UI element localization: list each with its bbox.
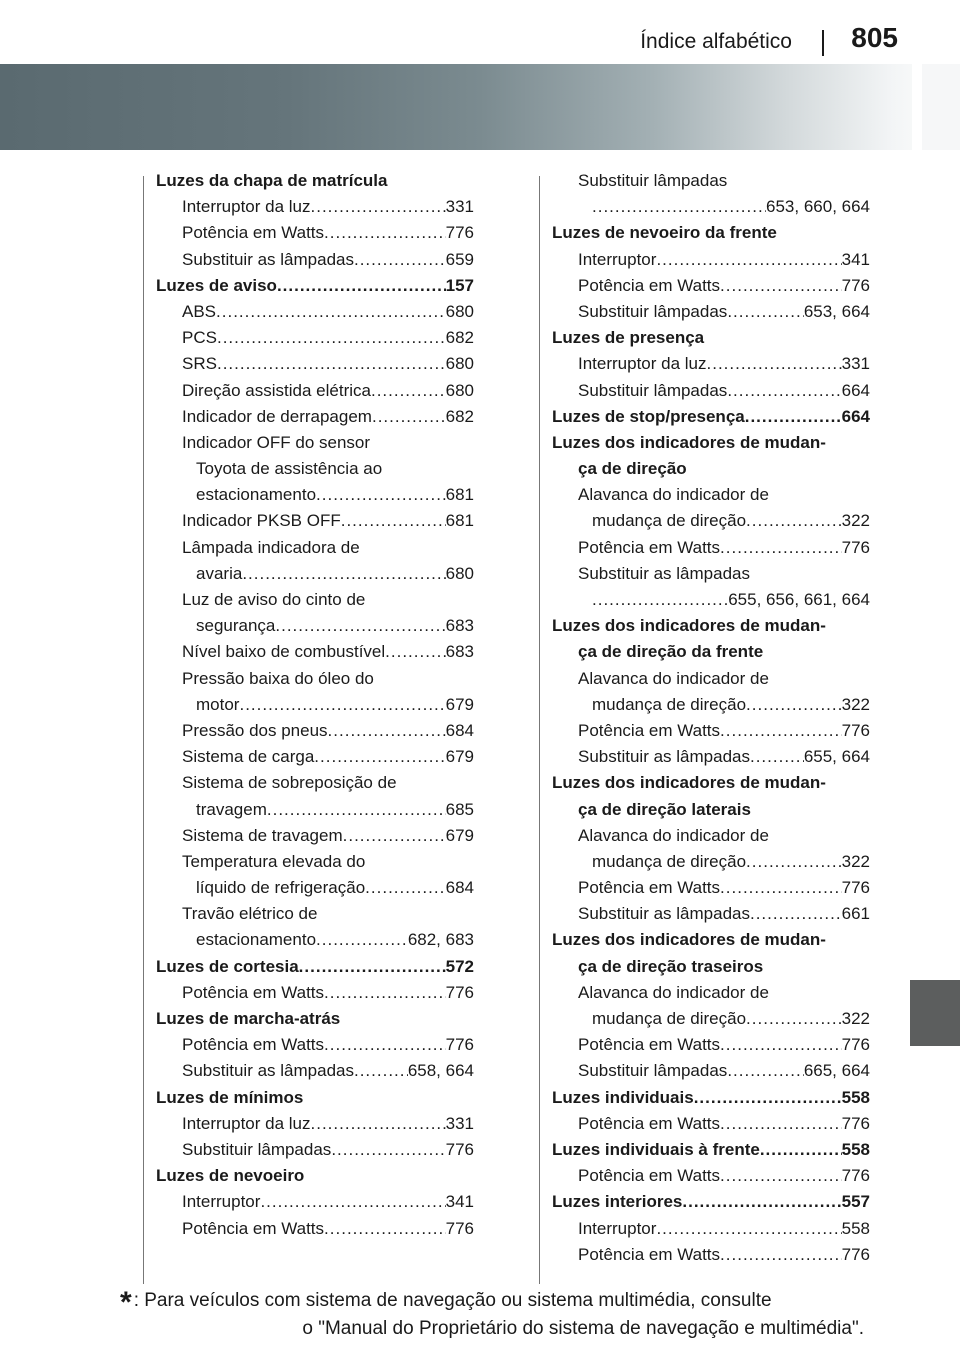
page-reference: 776 (841, 1166, 870, 1186)
index-entry (552, 718, 870, 744)
dot-leader (746, 692, 842, 718)
index-entry (156, 1032, 474, 1058)
entry-label: Potência em Watts (578, 275, 721, 295)
entry-label: Direção assistida elétrica (182, 380, 371, 400)
index-entry (552, 1085, 870, 1111)
entry-label: Luzes interiores (552, 1192, 683, 1212)
dot-leader (324, 1032, 446, 1058)
page-reference: 682 (445, 406, 474, 426)
entry-label: Potência em Watts (578, 537, 721, 557)
page-reference: 658, 664 (407, 1061, 474, 1081)
index-entry (552, 1006, 870, 1032)
entry-label: Luzes de aviso (156, 275, 277, 295)
dot-leader (275, 613, 445, 639)
index-entry (156, 404, 474, 430)
index-entry (156, 325, 474, 351)
dot-leader (720, 875, 842, 901)
index-entry: Luz de aviso do cinto de (182, 590, 366, 609)
index-entry: Luzes dos indicadores de mudan- (552, 773, 826, 793)
page-reference: 776 (445, 982, 474, 1002)
dot-leader (720, 535, 842, 561)
entry-label: PCS (182, 328, 217, 348)
page-reference: 679 (445, 747, 474, 767)
entry-label: Substituir lâmpadas (578, 1061, 728, 1081)
entry-label: Substituir as lâmpadas (578, 747, 750, 767)
index-entry: ça de direção da frente (578, 642, 764, 662)
section-title: Índice alfabético (640, 30, 792, 53)
dot-leader (277, 273, 446, 299)
dot-leader (694, 1085, 842, 1111)
page-number: 805 (851, 22, 898, 53)
dot-leader (727, 378, 841, 404)
index-entry: Alavanca do indicador de (578, 668, 769, 688)
index-entry: Luzes de nevoeiro (156, 1166, 305, 1186)
index-entry (552, 1058, 870, 1084)
index-entry (156, 823, 474, 849)
dot-leader (267, 797, 446, 823)
index-entry: Pressão baixa do óleo do (182, 668, 374, 688)
entry-label: estacionamento (196, 930, 317, 950)
page-reference: 776 (841, 720, 870, 740)
dot-leader (314, 744, 445, 770)
page-reference: 679 (445, 825, 474, 845)
page-reference: 331 (841, 354, 870, 374)
index-entry (156, 1058, 474, 1084)
dot-leader (260, 1189, 445, 1215)
page-reference: 681 (445, 485, 474, 505)
dot-leader (217, 325, 446, 351)
index-entry (552, 875, 870, 901)
entry-label: Luzes de stop/presença (552, 406, 745, 426)
entry-label: Indicador de derrapagem (182, 406, 372, 426)
index-entry (156, 220, 474, 246)
index-entry (156, 692, 474, 718)
index-entry (156, 954, 474, 980)
middle-column-rule (539, 176, 540, 1284)
page-reference: 776 (841, 275, 870, 295)
dot-leader (720, 273, 842, 299)
entry-label: Substituir lâmpadas (578, 380, 728, 400)
index-entry: Indicador OFF do sensor (182, 432, 371, 452)
index-entry: Alavanca do indicador de (578, 825, 769, 845)
index-entry (552, 351, 870, 377)
entry-label: Potência em Watts (182, 982, 325, 1002)
dot-leader (656, 1216, 841, 1242)
page-reference: 684 (445, 878, 474, 898)
index-entry: Alavanca do indicador de (578, 485, 769, 505)
page-reference: 680 (445, 354, 474, 374)
entry-label: mudança de direção (592, 694, 747, 714)
index-entry (156, 1137, 474, 1163)
index-entry: Sistema de sobreposição de (182, 773, 397, 793)
dot-leader (371, 378, 446, 404)
index-entry (156, 378, 474, 404)
page-reference: 680 (445, 380, 474, 400)
dot-leader (592, 587, 728, 613)
entry-label: Potência em Watts (578, 1166, 721, 1186)
dot-leader (707, 351, 842, 377)
index-entry (552, 587, 870, 613)
entry-label: Potência em Watts (578, 1113, 721, 1133)
index-entry (552, 901, 870, 927)
index-entry (552, 535, 870, 561)
entry-label: Substituir as lâmpadas (578, 904, 750, 924)
chapter-thumb-tab (910, 980, 960, 1046)
index-entry (156, 613, 474, 639)
index-entry (552, 1163, 870, 1189)
index-entry: ça de direção (578, 459, 687, 479)
page-reference: 558 (841, 1087, 870, 1107)
dot-leader (343, 823, 446, 849)
dot-leader (324, 1216, 446, 1242)
index-entry: Lâmpada indicadora de (182, 537, 360, 557)
banner-tail (922, 64, 960, 150)
index-entry (156, 482, 474, 508)
index-entry (552, 194, 870, 220)
entry-label: ABS (182, 301, 217, 321)
index-entry: Luzes dos indicadores de mudan- (552, 432, 826, 452)
index-entry: Luzes de presença (552, 328, 705, 348)
page-reference: 679 (445, 694, 474, 714)
dot-leader (720, 1242, 842, 1268)
index-entry (552, 273, 870, 299)
entry-label: Indicador PKSB OFF (182, 511, 341, 531)
entry-label: SRS (182, 354, 217, 374)
dot-leader (311, 1111, 446, 1137)
page-reference: 322 (841, 851, 870, 871)
dot-leader (324, 980, 446, 1006)
index-entry (156, 508, 474, 534)
page-reference: 682 (445, 328, 474, 348)
index-entry (156, 1111, 474, 1137)
entry-label: Substituir lâmpadas (182, 1139, 332, 1159)
page-reference: 661 (841, 904, 870, 924)
page-reference: 322 (841, 511, 870, 531)
page-reference: 157 (445, 275, 474, 295)
page-reference: 776 (841, 1035, 870, 1055)
dot-leader (217, 351, 446, 377)
dot-leader (760, 1137, 842, 1163)
page-reference: 681 (445, 511, 474, 531)
page-header (0, 0, 960, 64)
index-entry: Luzes dos indicadores de mudan- (552, 616, 826, 636)
index-entry: Luzes dos indicadores de mudan- (552, 930, 826, 950)
index-entry (156, 980, 474, 1006)
index-entry (552, 1032, 870, 1058)
page-reference: 683 (445, 616, 474, 636)
header-divider (822, 30, 824, 56)
index-entry: Temperatura elevada do (182, 851, 366, 871)
index-entry: Luzes de marcha-atrás (156, 1009, 341, 1028)
dot-leader (239, 692, 445, 718)
page-reference: 558 (841, 1139, 870, 1159)
index-entry (552, 1189, 870, 1215)
index-entry (552, 692, 870, 718)
index-entry (156, 299, 474, 325)
page-reference: 776 (841, 1113, 870, 1133)
dot-leader (354, 247, 446, 273)
page-reference: 322 (841, 1009, 870, 1028)
page-reference: 683 (445, 642, 474, 662)
dot-leader (316, 482, 446, 508)
footnote-text-1: : Para veículos com sistema de navegação ou sistema multimédia, consulte (133, 1290, 772, 1311)
index-entry: Luzes de nevoeiro da frente (552, 223, 777, 243)
page-reference: 341 (841, 249, 870, 269)
page-reference: 557 (841, 1192, 870, 1212)
left-column-rule (143, 176, 144, 1284)
index-entry (552, 508, 870, 534)
page-reference: 653, 660, 664 (766, 197, 870, 217)
index-entry: Luzes de mínimos (156, 1087, 304, 1107)
dot-leader (682, 1189, 841, 1215)
entry-label: Substituir as lâmpadas (182, 249, 354, 269)
page-reference: 685 (445, 799, 474, 819)
dot-leader (720, 1111, 842, 1137)
page-reference: 341 (445, 1192, 474, 1212)
entry-label: mudança de direção (592, 1009, 747, 1028)
index-entry (156, 875, 474, 901)
entry-label: Interruptor da luz (182, 1113, 311, 1133)
index-entry (552, 247, 870, 273)
dot-leader (746, 1006, 842, 1032)
entry-label: motor (196, 694, 240, 714)
index-entry: Luzes da chapa de matrícula (156, 171, 388, 190)
page-reference: 664 (841, 406, 870, 426)
dot-leader (746, 849, 842, 875)
page-reference: 776 (445, 1218, 474, 1238)
entry-label: Interruptor (578, 1218, 657, 1238)
entry-label: mudança de direção (592, 511, 747, 531)
index-entry (156, 718, 474, 744)
page-reference: 776 (445, 1035, 474, 1055)
index-entry: Substituir lâmpadas (578, 171, 728, 190)
page-reference: 776 (445, 1139, 474, 1159)
page-reference: 572 (445, 956, 474, 976)
page-reference: 684 (445, 720, 474, 740)
dot-leader (299, 954, 446, 980)
banner-gap (912, 64, 922, 150)
index-column-right (552, 168, 870, 1268)
entry-label: segurança (196, 616, 276, 636)
dot-leader (727, 299, 804, 325)
dot-leader (316, 927, 408, 953)
index-entry (552, 1137, 870, 1163)
page-reference: 665, 664 (803, 1061, 870, 1081)
page-reference: 558 (841, 1218, 870, 1238)
entry-label: Potência em Watts (182, 1218, 325, 1238)
index-column-left (156, 168, 474, 1242)
entry-label: Luzes individuais (552, 1087, 694, 1107)
entry-label: líquido de refrigeração (196, 878, 366, 898)
dot-leader (750, 744, 804, 770)
dot-leader (592, 194, 766, 220)
entry-label: Luzes de cortesia (156, 956, 299, 976)
entry-label: Potência em Watts (578, 1244, 721, 1264)
entry-label: estacionamento (196, 485, 317, 505)
dot-leader (311, 194, 446, 220)
entry-label: mudança de direção (592, 851, 747, 871)
page-reference: 322 (841, 694, 870, 714)
page-reference: 776 (841, 878, 870, 898)
entry-label: Substituir as lâmpadas (182, 1061, 354, 1081)
entry-label: Potência em Watts (578, 878, 721, 898)
index-entry (156, 351, 474, 377)
entry-label: Potência em Watts (578, 720, 721, 740)
dot-leader (727, 1058, 804, 1084)
page-reference: 776 (445, 223, 474, 243)
index-entry (156, 194, 474, 220)
page-reference: 331 (445, 1113, 474, 1133)
index-entry (156, 927, 474, 953)
index-entry: ça de direção traseiros (578, 956, 764, 976)
entry-label: Interruptor da luz (182, 197, 311, 217)
dot-leader (385, 639, 445, 665)
index-entry (552, 299, 870, 325)
index-entry: Substituir as lâmpadas (578, 563, 750, 583)
entry-label: Pressão dos pneus (182, 720, 328, 740)
entry-label: Luzes individuais à frente (552, 1139, 760, 1159)
dot-leader (354, 1058, 408, 1084)
dot-leader (745, 404, 842, 430)
dot-leader (324, 220, 446, 246)
page-reference: 655, 656, 661, 664 (728, 590, 870, 609)
page-reference: 776 (841, 537, 870, 557)
dot-leader (331, 1137, 445, 1163)
dot-leader (365, 875, 445, 901)
index-entry (552, 404, 870, 430)
dot-leader (328, 718, 446, 744)
dot-leader (720, 1032, 842, 1058)
index-entry (156, 247, 474, 273)
page-reference: 331 (445, 197, 474, 217)
footnote-line-2: o "Manual do Proprietário do sistema de navegação e multimédia". (302, 1318, 864, 1339)
entry-label: Interruptor (182, 1192, 261, 1212)
entry-label: Sistema de travagem (182, 825, 343, 845)
dot-leader (372, 404, 446, 430)
index-entry (156, 1216, 474, 1242)
dot-leader (720, 718, 842, 744)
index-entry (156, 744, 474, 770)
index-entry (552, 1216, 870, 1242)
index-entry (552, 849, 870, 875)
dot-leader (341, 508, 446, 534)
index-entry (552, 1111, 870, 1137)
dot-leader (720, 1163, 842, 1189)
index-entry (552, 1242, 870, 1268)
entry-label: Substituir lâmpadas (578, 301, 728, 321)
page-reference: 776 (841, 1244, 870, 1264)
header-banner (0, 64, 960, 150)
footnote-line-1 (120, 1286, 864, 1319)
dot-leader (216, 299, 446, 325)
page-reference: 659 (445, 249, 474, 269)
entry-label: Potência em Watts (578, 1035, 721, 1055)
index-entry (156, 273, 474, 299)
index-entry: Toyota de assistência ao (196, 459, 383, 479)
entry-label: travagem (196, 799, 267, 819)
page-reference: 655, 664 (803, 747, 870, 767)
index-entry: Alavanca do indicador de (578, 982, 769, 1002)
entry-label: Nível baixo de combustível (182, 642, 386, 662)
page-reference: 664 (841, 380, 870, 400)
index-entry (156, 1189, 474, 1215)
dot-leader (656, 247, 841, 273)
index-entry (156, 639, 474, 665)
dot-leader (750, 901, 842, 927)
entry-label: Interruptor (578, 249, 657, 269)
index-entry (156, 561, 474, 587)
entry-label: Interruptor da luz (578, 354, 707, 374)
index-entry: ça de direção laterais (578, 799, 751, 819)
footnote (120, 1288, 864, 1342)
footnote-marker: * (120, 1286, 132, 1319)
index-entry (552, 378, 870, 404)
dot-leader (746, 508, 842, 534)
dot-leader (242, 561, 445, 587)
index-entry (156, 797, 474, 823)
entry-label: avaria (196, 563, 243, 583)
page-reference: 653, 664 (803, 301, 870, 321)
page-reference: 680 (445, 301, 474, 321)
entry-label: Potência em Watts (182, 223, 325, 243)
page-reference: 682, 683 (407, 930, 474, 950)
page-reference: 680 (445, 563, 474, 583)
index-entry: Travão elétrico de (182, 904, 318, 924)
index-entry (552, 744, 870, 770)
entry-label: Sistema de carga (182, 747, 315, 767)
entry-label: Potência em Watts (182, 1035, 325, 1055)
